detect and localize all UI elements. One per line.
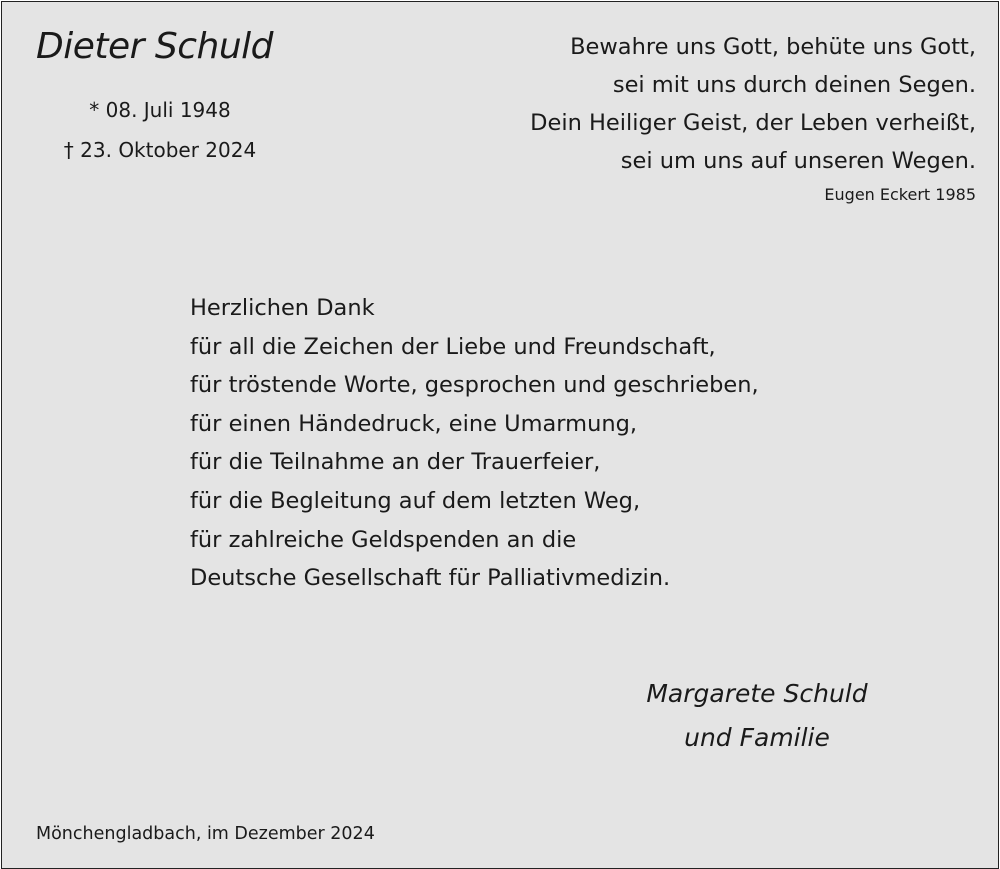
obituary-card <box>1 1 999 869</box>
poem-line: Bewahre uns Gott, behüte uns Gott, <box>570 34 976 60</box>
signature <box>602 672 912 760</box>
thanks-line: für tröstende Worte, gesprochen und geschrieben, <box>190 372 759 399</box>
signature-family: und Familie <box>684 723 830 752</box>
thanks-line: für die Teilnahme an der Trauerfeier, <box>190 449 601 476</box>
poem-line: Dein Heiliger Geist, der Leben verheißt, <box>530 110 976 136</box>
poem-line: sei um uns auf unseren Wegen. <box>620 148 976 174</box>
poem-verse <box>530 28 976 180</box>
thanks-line: Deutsche Gesellschaft für Palliativmedizin. <box>190 565 671 592</box>
thanks-line: Herzlichen Dank <box>190 295 375 321</box>
life-dates <box>42 90 278 170</box>
thanks-line: für die Begleitung auf dem letzten Weg, <box>190 487 641 514</box>
thanks-text <box>190 289 759 598</box>
poem-author: Eugen Eckert 1985 <box>824 185 976 204</box>
deceased-name: Dieter Schuld <box>36 26 274 67</box>
poem-line: sei mit uns durch deinen Segen. <box>612 72 976 98</box>
thanks-line: für all die Zeichen der Liebe und Freundschaft, <box>190 333 716 360</box>
thanks-line: für zahlreiche Geldspenden an die <box>190 526 577 553</box>
place-and-date: Mönchengladbach, im Dezember 2024 <box>36 824 375 844</box>
birth-date: * 08. Juli 1948 <box>89 98 231 122</box>
death-date: † 23. Oktober 2024 <box>63 138 257 162</box>
signature-name: Margarete Schuld <box>646 679 868 708</box>
thanks-line: für einen Händedruck, eine Umarmung, <box>190 410 638 437</box>
